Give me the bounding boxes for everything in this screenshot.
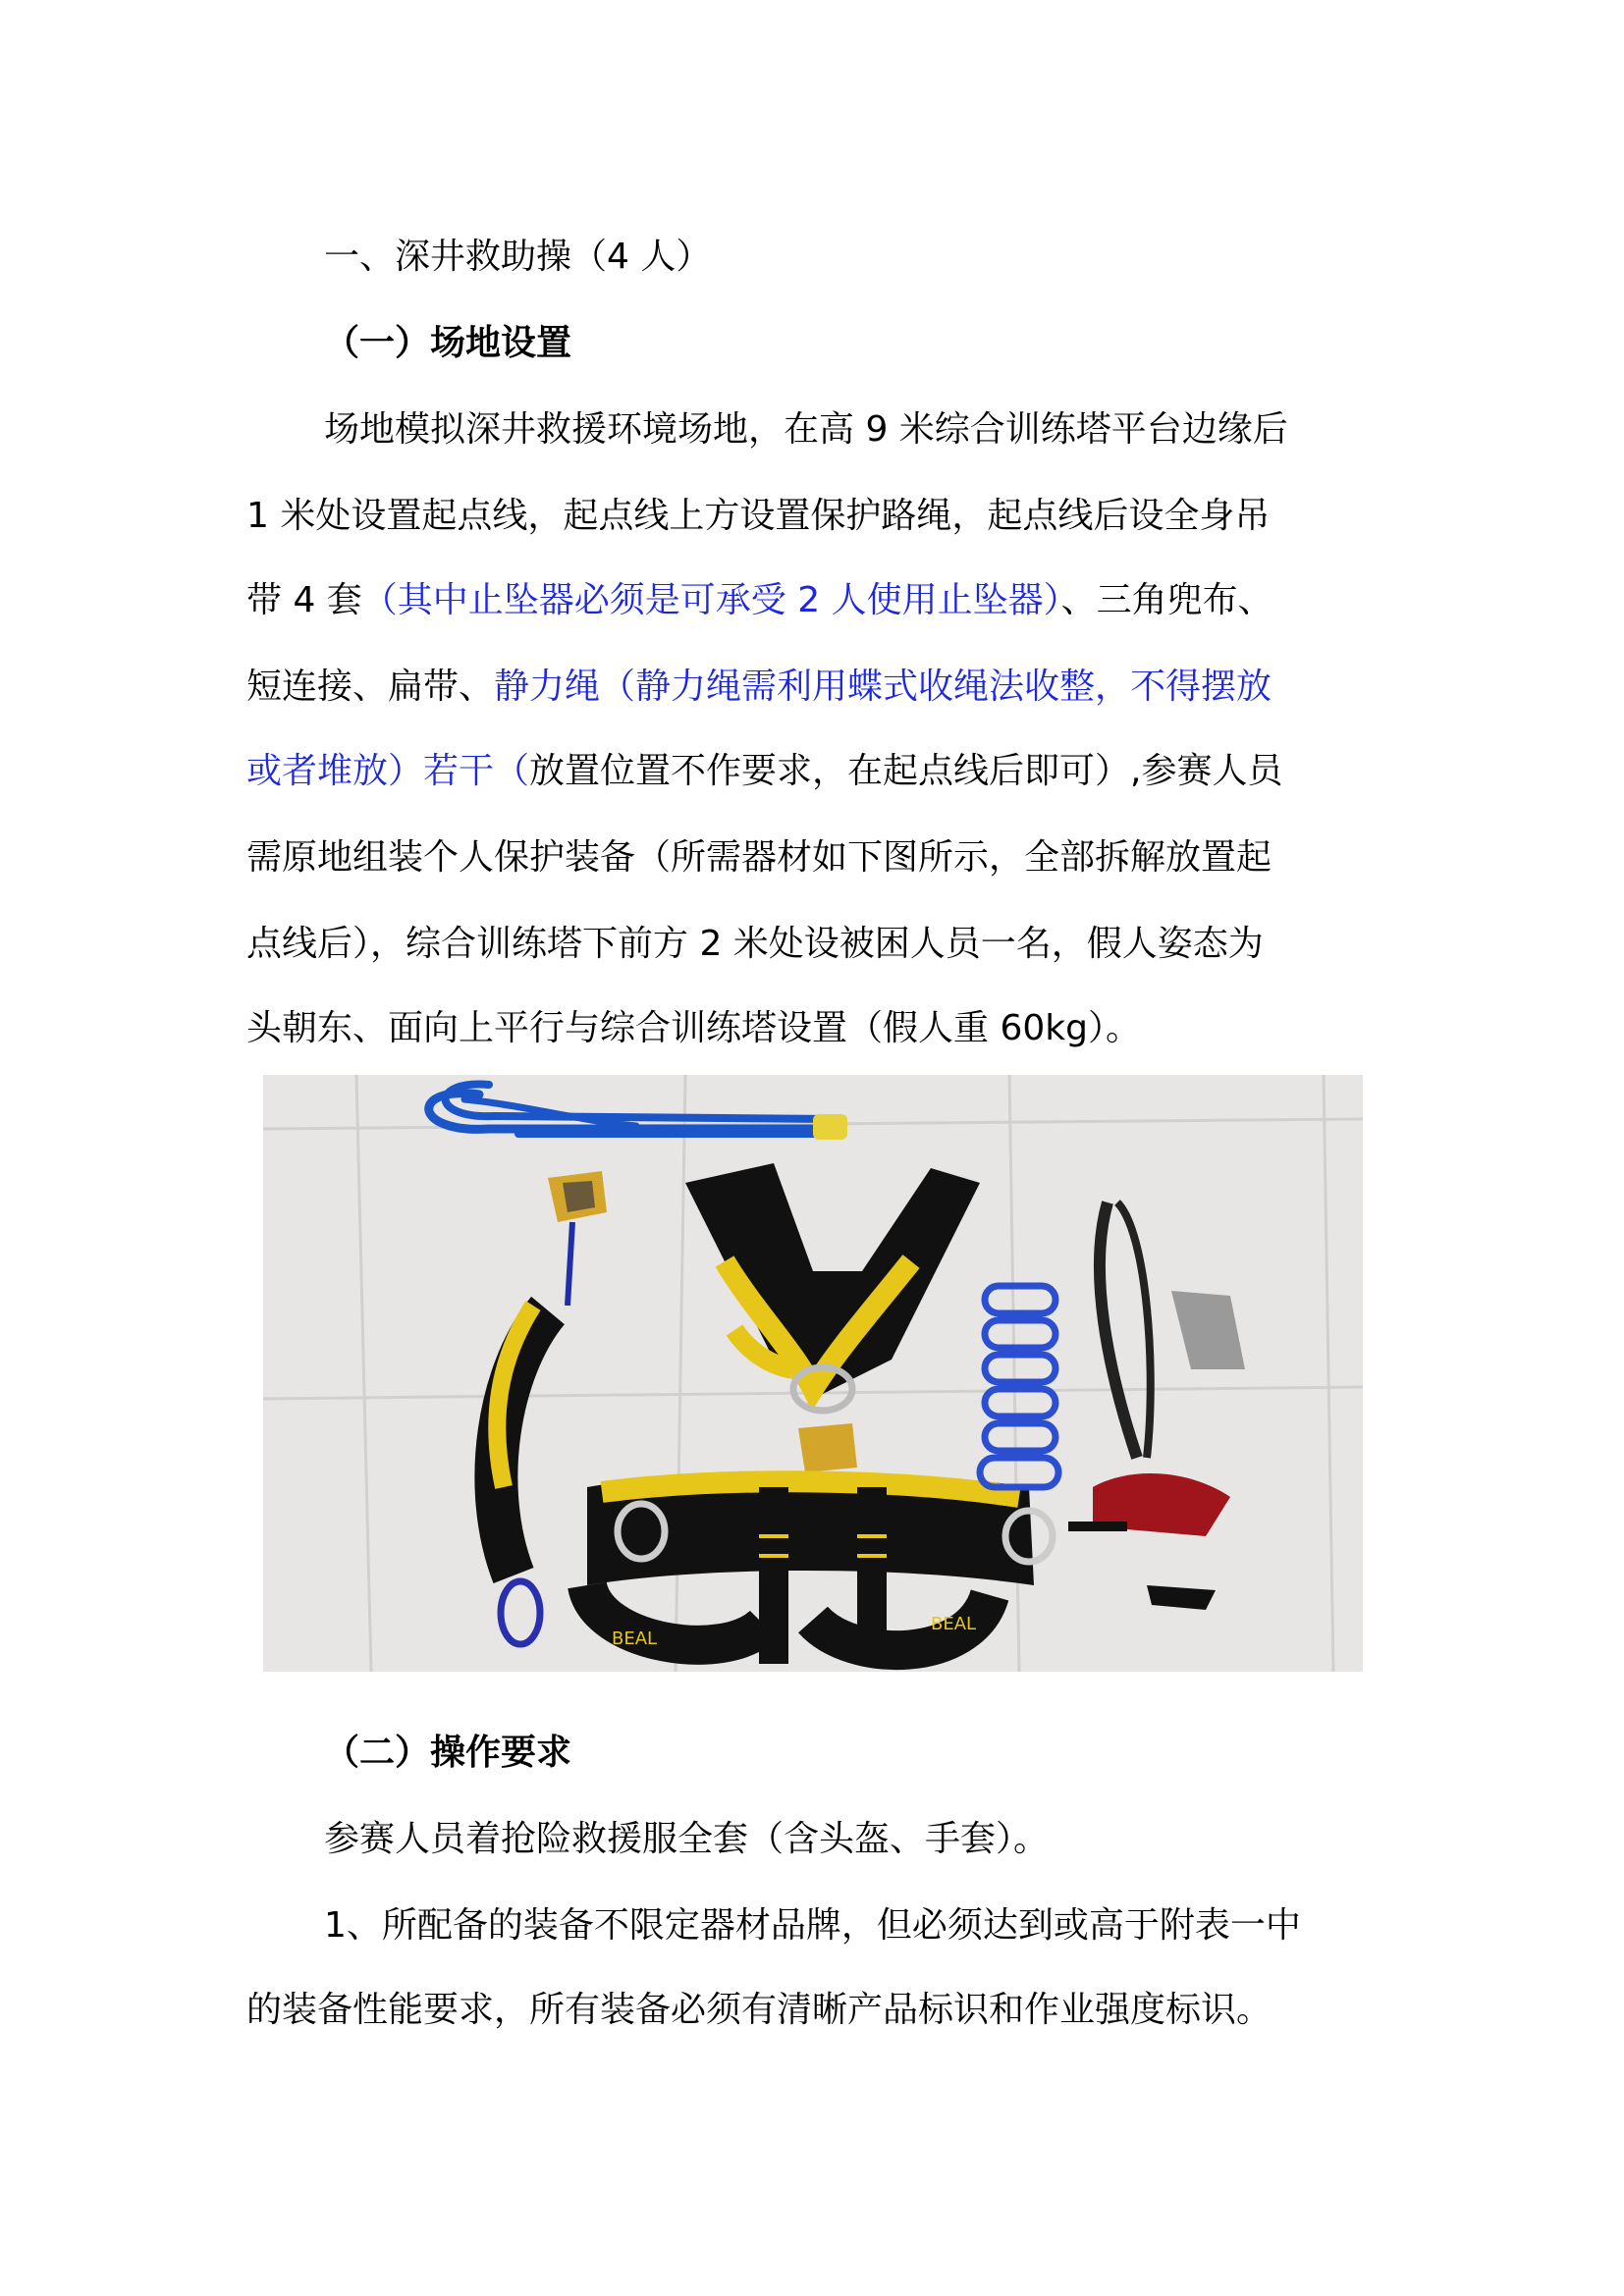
text-run: 放置位置不作要求，在起点线后即可）,参赛人员 [529,751,1283,791]
paragraph-line [246,666,1385,709]
paragraph-line: 场地模拟深井救援环境场地，在高 9 米综合训练塔平台边缘后 [324,409,1288,450]
paragraph-line [246,750,1385,793]
paragraph-line: 1 米处设置起点线，起点线上方设置保护路绳，起点线后设全身吊 [246,496,1271,536]
paragraph-line: 1、所配备的装备不限定器材品牌，但必须达到或高于附表一中 [324,1905,1301,1946]
text-run: 、三角兜布、 [1060,580,1273,620]
paragraph-line: 的装备性能要求，所有装备必须有清晰产品标识和作业强度标识。 [246,1990,1272,2030]
equipment-illustration [263,1075,1363,1672]
paragraph-line: 头朝东、面向上平行与综合训练塔设置（假人重 60kg）。 [246,1008,1141,1048]
full-body-harness [587,1163,1053,1664]
highlighted-text: （其中止坠器必须是可承受 2 人使用止坠器） [361,580,1061,620]
rope-end-sleeve [813,1114,847,1140]
text-run: 带 4 套 [246,580,362,620]
paragraph-line: 参赛人员着抢险救援服全套（含头盔、手套）。 [324,1819,1050,1859]
section-title-operation-requirements: （二）操作要求 [324,1733,572,1773]
heading-deep-well-rescue: 一、深井救助操（4 人） [324,237,712,277]
paragraph-line [246,579,1385,622]
carabiner [501,1581,540,1644]
section-title-site-setup: （一）场地设置 [324,323,572,363]
chest-ascender [548,1171,607,1222]
harness-brand-label: BEAL [931,1614,977,1634]
paragraph-line: 点线后），综合训练塔下前方 2 米处设被困人员一名，假人姿态为 [246,924,1264,964]
highlighted-text: 静力绳（静力绳需利用蝶式收绳法收整，不得摆放 [494,667,1272,707]
equipment-photo [263,1075,1363,1672]
highlighted-text: 或者堆放）若干（ [246,751,530,791]
carabiner-set [980,1286,1058,1487]
connector-sling [568,1222,572,1306]
harness-brand-label: BEAL [612,1629,658,1649]
small-tool [1147,1585,1216,1610]
text-run: 短连接、扁带、 [246,667,495,707]
static-rope [429,1085,842,1134]
handled-ascender [1171,1291,1245,1369]
paragraph-line: 需原地组装个人保护装备（所需器材如下图所示，全部拆解放置起 [246,837,1272,878]
